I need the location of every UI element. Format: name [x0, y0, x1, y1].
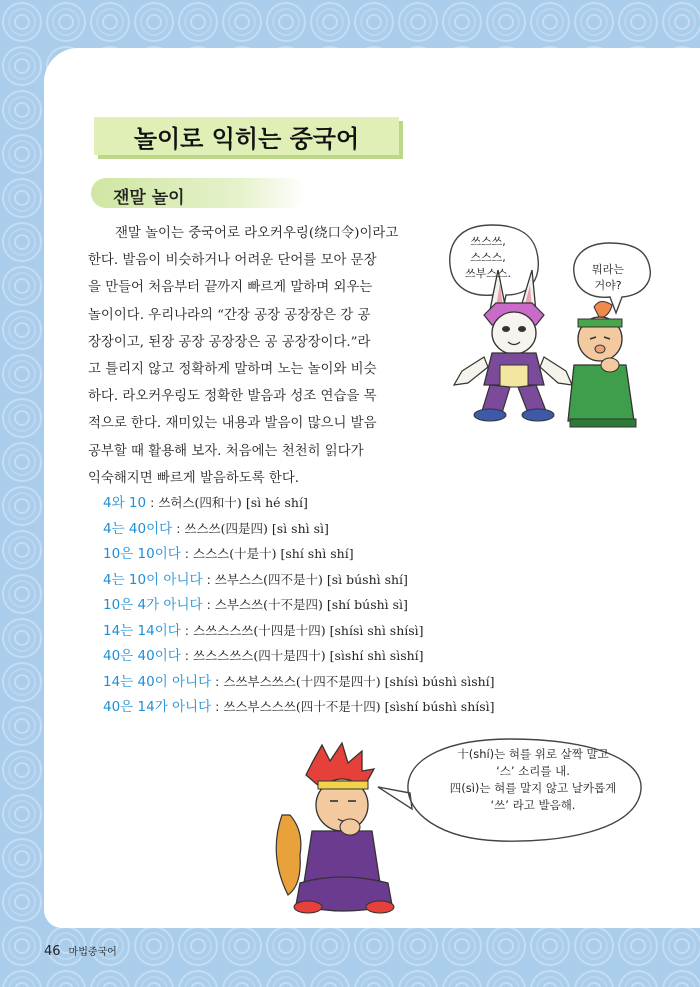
- rabbit-bubble-line: 스스스,: [470, 251, 506, 264]
- colon: :: [206, 571, 211, 587]
- paragraph-line: 적으로 한다. 재미있는 내용과 발음이 많으니 발음: [88, 416, 377, 432]
- colon: :: [176, 520, 181, 536]
- example-korean: 10은 10이다: [103, 546, 181, 562]
- example-pinyin: [sìshí shì sìshí]: [329, 648, 424, 663]
- man-bubble-text: [578, 262, 638, 294]
- example-reading: 쓰스쓰(四是四): [184, 520, 268, 536]
- paragraph-line: 잰말 놀이는 중국어로 라오커우링(绕口令)이라고: [115, 226, 399, 241]
- example-row: [103, 516, 495, 542]
- tip-line: ‘쓰’ 라고 발음해.: [490, 798, 576, 812]
- rabbit-bubble-line: 쓰스쓰,: [470, 235, 506, 248]
- example-korean: 4는 10이 아니다: [103, 571, 203, 588]
- example-reading: 쓰스부스스쓰(四十不是十四): [223, 699, 381, 714]
- section-title: 잰말 놀이: [113, 188, 185, 208]
- example-korean: 14는 40이 아니다: [103, 673, 212, 690]
- tip-bubble-text: [418, 746, 648, 814]
- example-row: [103, 541, 495, 567]
- colon: :: [206, 597, 211, 612]
- example-row: [103, 567, 495, 593]
- colon: :: [184, 546, 189, 561]
- example-pinyin: [sì búshì shí]: [326, 571, 408, 587]
- man-bubble-line: 뭐라는: [592, 263, 624, 276]
- example-row: [103, 669, 495, 695]
- example-korean: 40은 40이다: [103, 648, 181, 664]
- example-reading: 스스스(十是十): [193, 546, 277, 561]
- example-list: [103, 490, 495, 720]
- example-row: [103, 592, 495, 618]
- example-row: [103, 618, 495, 644]
- example-korean: 10은 4가 아니다: [103, 597, 203, 613]
- page-number: 46: [44, 944, 61, 959]
- body-paragraph: [88, 220, 438, 492]
- boy-character: [276, 743, 394, 913]
- paragraph-line: 고 틀리지 않고 정확하게 말하며 노는 놀이와 비슷: [88, 361, 377, 377]
- colon: :: [215, 699, 220, 714]
- example-reading: 쓰스스쓰스(四十是四十): [193, 648, 326, 663]
- example-reading: 쓰허스(四和十): [158, 495, 242, 510]
- rabbit-bubble-text: [456, 234, 520, 282]
- tip-line: 四(sì)는 혀를 말지 않고 날카롭게: [449, 781, 617, 795]
- example-pinyin: [sì hé shí]: [245, 495, 308, 510]
- example-reading: 스부스쓰(十不是四): [214, 597, 323, 612]
- example-korean: 40은 14가 아니다: [103, 699, 212, 715]
- example-reading: 스쓰스스쓰(十四是十四): [193, 622, 326, 638]
- example-row: [103, 694, 495, 720]
- book-title: 마법중국어: [68, 947, 117, 958]
- colon: :: [184, 648, 189, 663]
- example-pinyin: [shí shì shí]: [280, 546, 354, 561]
- example-reading: 스쓰부스쓰스(十四不是四十): [223, 673, 381, 689]
- paragraph-line: 하다. 라오커우링도 정확한 발음과 성조 연습을 목: [88, 389, 377, 405]
- paragraph-line: 익숙해지면 빠르게 발음하도록 한다.: [88, 470, 300, 486]
- example-korean: 14는 14이다: [103, 622, 181, 639]
- example-reading: 쓰부스스(四不是十): [214, 571, 323, 587]
- rabbit-bubble-line: 쓰부스스.: [464, 267, 511, 280]
- paragraph-line: 놀이이다. 우리나라의 “간장 공장 공장장은 강 공: [88, 307, 371, 323]
- example-row: [103, 490, 495, 516]
- paragraph-line: 을 만들어 처음부터 끝까지 빠르게 말하며 외우는: [88, 280, 373, 296]
- paragraph-line: 장장이고, 된장 공장 공장장은 공 공장장이다.”라: [88, 334, 371, 350]
- paragraph-line: 한다. 발음이 비슷하거나 어려운 단어를 모아 문장: [88, 253, 377, 269]
- example-pinyin: [sì shì sì]: [271, 520, 329, 536]
- tip-line: 十(shí)는 혀를 위로 살짝 말고: [457, 747, 609, 761]
- example-korean: 4와 10: [103, 495, 147, 511]
- man-bubble-line: 거야?: [594, 279, 622, 292]
- example-pinyin: [shí búshì sì]: [326, 597, 408, 612]
- colon: :: [215, 673, 220, 689]
- page-footer: [44, 943, 117, 959]
- page-title: 놀이로 익히는 중국어: [94, 117, 399, 155]
- tip-line: ‘스’ 소리를 내.: [496, 764, 570, 778]
- example-korean: 4는 40이다: [103, 520, 173, 537]
- colon: :: [150, 495, 155, 510]
- example-pinyin: [shísì búshì sìshí]: [384, 673, 495, 689]
- example-pinyin: [sìshí búshì shísì]: [384, 699, 495, 714]
- example-pinyin: [shísì shì shísì]: [329, 622, 424, 638]
- colon: :: [184, 622, 189, 638]
- man-character: [568, 301, 636, 427]
- example-row: [103, 643, 495, 669]
- paragraph-line: 공부할 때 활용해 보자. 처음에는 천천히 읽다가: [88, 443, 364, 459]
